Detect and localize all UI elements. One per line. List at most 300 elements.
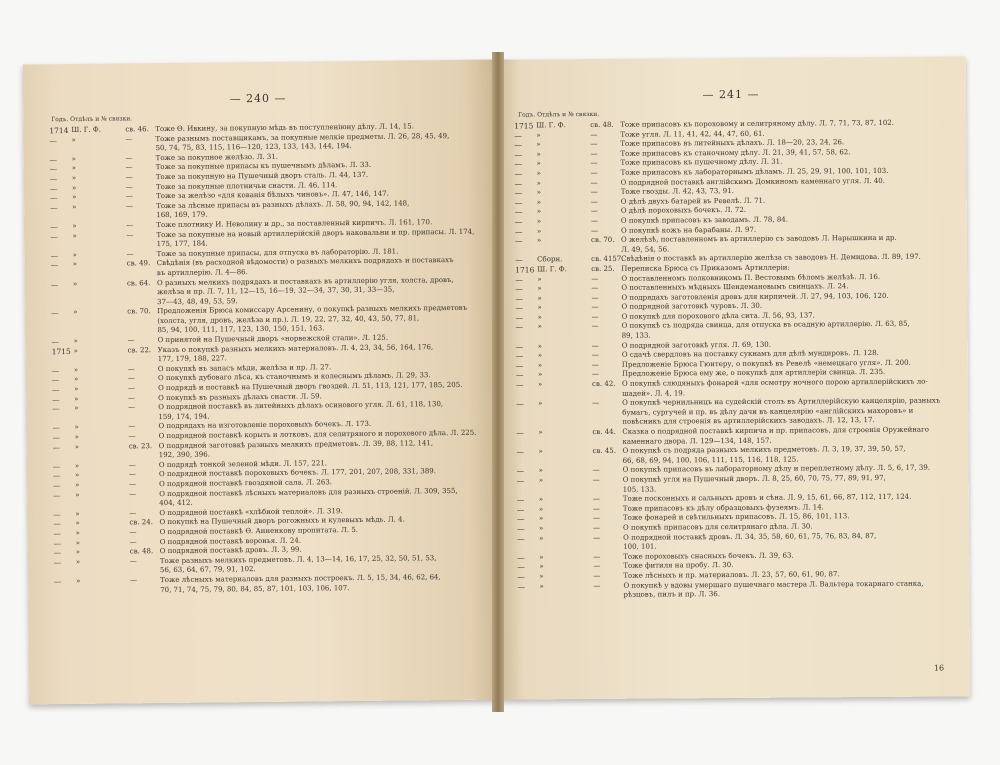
entry-bundle: — xyxy=(591,293,599,302)
entry-bundle: — xyxy=(128,432,136,441)
entry-bundle: — xyxy=(126,221,134,230)
entry-bundle: св. 24. xyxy=(129,518,153,527)
entry-year: — xyxy=(52,433,61,443)
entry-fund xyxy=(538,409,592,419)
entry-bundle: — xyxy=(590,140,598,149)
entry-fund: » xyxy=(73,346,78,355)
entry-fund xyxy=(76,586,130,596)
entry-year xyxy=(52,414,74,424)
entry-bundle: — xyxy=(128,393,136,403)
entry-year: — xyxy=(514,207,523,217)
entry-text: О подрядной поставкѣ дровъ. Л. 3, 99. xyxy=(159,545,302,556)
entry-bundle xyxy=(592,332,622,342)
entry-text: О покупкѣ слюдяныхъ фонарей «для осмотру ночного порою артиллерійскихъ ло- xyxy=(622,377,928,388)
entry-text: каменнаго двора. Л. 129—134, 148, 157. xyxy=(622,436,772,446)
entry-text: Тоже угля. Л. 11, 41, 42, 44, 47, 60, 61. xyxy=(620,129,765,139)
entry-bundle xyxy=(127,298,157,308)
entry-fund: » xyxy=(74,404,79,413)
entry-year: — xyxy=(516,514,525,524)
entry-text: 105, 133. xyxy=(622,485,657,494)
entry-text: Тоже пороховыхъ снасныхъ бочекъ. Л. 39, 63. xyxy=(623,551,794,561)
entry-fund: Ш. Г. Ф. xyxy=(71,125,101,134)
entry-text: Тоже Ө. Ивкину, за покупную мѣдь въ поступленіюну дѣлу. Л. 14, 15. xyxy=(155,122,414,134)
entry-year xyxy=(50,145,72,155)
entry-bundle: — xyxy=(126,230,134,239)
entry-year: — xyxy=(52,442,61,452)
entry-bundle xyxy=(592,409,622,419)
entry-bundle: — xyxy=(592,495,600,504)
entry-fund: » xyxy=(74,432,79,441)
entry-bundle xyxy=(128,413,158,423)
entry-text: Тоже фитиля на пробу. Л. 30. xyxy=(623,561,734,571)
printer-signature: 16 xyxy=(933,663,945,673)
entry-year: — xyxy=(514,198,523,208)
entry-bundle: — xyxy=(126,250,134,259)
entry-year: — xyxy=(515,342,524,352)
column-header: Годъ. Отдѣлъ и № связки. xyxy=(51,115,133,124)
entry-text: Тоже лѣсныхъ и пр. материаловъ. Л. 23, 57, 60, 61, 90, 87. xyxy=(623,570,840,580)
entry-text: О подрядной поставкѣ лѣсныхъ материаловъ для разныхъ строеній. Л. 309, 355, xyxy=(159,486,458,498)
entry-bundle: — xyxy=(592,466,600,475)
entry-year: — xyxy=(53,538,62,548)
entry-fund: » xyxy=(537,274,542,283)
entry-text: О подрядной заготовкѣ угля. Л. 69, 130. xyxy=(621,340,771,350)
entry-year: — xyxy=(517,572,525,582)
entry-bundle xyxy=(593,457,623,467)
entry-fund: » xyxy=(537,322,542,331)
entry-text: О покупкѣ для порохового дѣла сита. Л. 56, 93, 137. xyxy=(621,311,815,321)
entry-text: О покупкѣ у вдовы умершаго пушечнаго мастера Л. Вальтера токарнаго станка, xyxy=(623,579,924,590)
entry-bundle xyxy=(127,240,157,250)
entry-text: Указъ о покупкѣ разныхъ мелкихъ материаловъ. Л. 4, 23, 34, 56, 164, 176, xyxy=(157,342,434,354)
entry-fund: » xyxy=(71,164,77,173)
entry-year xyxy=(515,246,537,256)
entry-bundle: — xyxy=(593,533,601,542)
entry-text: О покупкѣ въ разныхъ дѣлахъ снасти. Л. 59. xyxy=(158,391,322,402)
entry-fund xyxy=(75,500,129,510)
entry-text: 66, 68, 69, 94, 100, 106, 111, 115, 116, 118, 125. xyxy=(622,455,799,465)
entry-bundle: — xyxy=(592,399,600,408)
entry-fund xyxy=(76,567,130,577)
entry-year: 1716 xyxy=(515,265,535,275)
entry-year xyxy=(50,212,72,222)
entry-fund: » xyxy=(539,524,544,533)
entry-text: Тоже плотнику И. Неволину и др., за поставленный кирпичъ. Л. 161, 170. xyxy=(156,218,433,230)
entry-fund: » xyxy=(537,294,542,303)
right-page xyxy=(496,56,970,699)
entry-bundle: — xyxy=(590,130,598,139)
entry-fund: » xyxy=(71,183,77,192)
entry-text: О подрядной поставкѣ пороховыхъ бочекъ. Л. 177, 201, 207, 208, 331, 389. xyxy=(158,467,437,479)
entry-bundle xyxy=(592,389,622,399)
entry-fund: » xyxy=(539,581,544,590)
entry-bundle xyxy=(129,451,159,461)
entry-text: 175, 177, 184. xyxy=(156,239,208,249)
entry-fund: » xyxy=(537,236,542,245)
entry-text: 159, 174, 194. xyxy=(158,412,210,421)
entry-year xyxy=(51,289,73,299)
entry-year xyxy=(516,390,538,400)
entry-year xyxy=(51,270,73,280)
entry-fund: » xyxy=(74,394,79,403)
entry-year xyxy=(516,419,538,429)
entry-fund: » xyxy=(537,351,543,360)
entry-text: О покупкѣ припасовъ къ заводамъ. Л. 78, 84. xyxy=(620,215,788,225)
entry-year: — xyxy=(515,351,524,361)
entry-fund xyxy=(74,413,128,423)
entry-text: О подрядахъ на изготовленіе пороховыхъ бочекъ. Л. 173. xyxy=(158,420,372,431)
entry-fund xyxy=(539,457,593,467)
entry-fund: » xyxy=(74,442,80,451)
entry-text: О подрядѣ и поставкѣ на Пушечный дворъ гвоздей. Л. 51, 113, 121, 177, 185, 205. xyxy=(158,380,463,393)
entry-bundle: — xyxy=(590,178,598,187)
entry-year xyxy=(53,452,75,462)
entry-bundle: — xyxy=(127,374,136,383)
entry-bundle: — xyxy=(129,489,137,498)
entry-bundle: — xyxy=(590,168,598,177)
entry-bundle: — xyxy=(128,470,137,479)
entry-text: Свѣдѣнія (въ расходной вѣдомости) о разныхъ мелкихъ подрядахъ и поставкахъ xyxy=(156,256,454,268)
entry-text: Тоже припасовъ къ пороховому и селитряному дѣлу. Л. 7, 71, 73, 87, 102. xyxy=(620,118,895,129)
entry-fund xyxy=(75,452,129,462)
entry-bundle: св. 70. xyxy=(127,307,151,316)
entry-year xyxy=(51,327,73,337)
entry-text: О поставленномъ полковникомъ П. Вестовымъ бѣломъ желѣзѣ. Л. 16. xyxy=(621,272,881,283)
entry-text: Тоже припасовъ къ лабораторнымъ дѣламъ. Л. 25, 29, 91, 100, 101, 103. xyxy=(620,166,889,177)
entry-bundle xyxy=(593,485,623,495)
entry-bundle: — xyxy=(128,384,136,393)
entry-bundle: — xyxy=(125,154,133,163)
entry-fund: » xyxy=(538,428,543,437)
entry-fund: Ш. Г. Ф. xyxy=(537,265,567,274)
entry-fund: » xyxy=(538,514,544,523)
entry-bundle: — xyxy=(590,216,598,225)
entry-fund: » xyxy=(75,528,80,537)
entry-text: 85, 94, 100, 111, 117, 123, 130, 150, 151, 163. xyxy=(157,324,325,335)
entry-year: — xyxy=(50,250,59,260)
entry-bundle xyxy=(130,566,160,576)
entry-bundle: — xyxy=(590,207,598,216)
entry-year: — xyxy=(49,154,58,164)
entry-text: Л. 49, 54, 56. xyxy=(621,245,670,254)
entry-bundle: — xyxy=(125,173,133,182)
entry-bundle: св. 45. xyxy=(592,447,616,456)
entry-text: Тоже припасовъ къ пушечному дѣлу. Л. 31. xyxy=(620,158,783,168)
entry-year: — xyxy=(515,322,524,332)
entry-year xyxy=(54,567,76,577)
entry-year: — xyxy=(516,476,525,486)
entry-text: шадей». Л. 4, 19. xyxy=(622,388,686,398)
entry-year: — xyxy=(515,303,524,313)
left-page xyxy=(23,60,500,705)
entry-text: Переписка Брюса съ Приказомъ Артиллеріи: xyxy=(621,263,790,273)
entry-bundle: св. 46. xyxy=(125,125,149,134)
entry-text: О покупкѣ съ подряда разныхъ мелкихъ предметовъ. Л. 3, 19, 37, 39, 50, 57, xyxy=(622,444,906,455)
entry-text: О дѣлѣ двухъ батарей въ Ревелѣ. Л. 71. xyxy=(620,196,766,206)
entry-fund: » xyxy=(536,226,542,235)
entry-fund: » xyxy=(536,198,542,207)
entry-bundle xyxy=(593,591,623,601)
entry-bundle: св. 70. xyxy=(591,235,615,245)
entry-fund xyxy=(538,332,592,342)
entry-text: О подрядной поставкѣ гвоздяной сала. Л. 263. xyxy=(159,478,333,489)
entry-year: — xyxy=(49,135,58,145)
entry-bundle xyxy=(127,327,157,337)
entry-bundle: — xyxy=(591,360,599,369)
page-number: — 240 — xyxy=(229,91,287,106)
entry-fund: » xyxy=(72,279,78,288)
entry-year: — xyxy=(50,202,58,212)
entry-bundle: — xyxy=(129,557,137,566)
entry-year: 1715 xyxy=(51,346,71,356)
entry-text: О поставленныхъ мѣдныхъ Шендемановымъ свинцахъ. Л. 24. xyxy=(621,282,849,292)
entry-year: — xyxy=(53,509,61,519)
entry-bundle: — xyxy=(593,562,601,571)
entry-fund xyxy=(538,390,592,400)
entry-fund xyxy=(73,327,127,337)
entry-text: О дѣлѣ пороховыхъ бочекъ. Л. 72. xyxy=(620,206,747,216)
entry-year: — xyxy=(51,308,59,318)
entry-list xyxy=(49,122,484,597)
entry-fund: » xyxy=(538,476,544,485)
entry-text: О желѣзѣ, поставленномъ въ артиллерію съ заводовъ Л. Нарышкина и др. xyxy=(621,233,897,244)
entry-fund: » xyxy=(72,221,77,230)
entry-bundle xyxy=(126,144,156,154)
entry-year xyxy=(53,500,75,510)
entry-year: — xyxy=(517,533,525,544)
entry-fund: » xyxy=(73,308,78,317)
entry-fund: » xyxy=(76,576,81,585)
entry-bundle: — xyxy=(125,134,133,143)
entry-text: Тоже припасовъ въ литейныхъ дѣлахъ. Л. 18—20, 23, 24, 26. xyxy=(620,138,845,148)
entry-text: Тоже посконныхъ и сальныхъ дровъ и сѣна. Л. 9, 15, 61, 66, 87, 112, 117, 124. xyxy=(622,492,912,503)
entry-year xyxy=(516,332,538,342)
entry-year: — xyxy=(53,519,62,529)
entry-bundle xyxy=(592,437,622,447)
entry-fund xyxy=(539,543,593,553)
entry-bundle: св. 22. xyxy=(127,345,152,355)
entry-fund: Ш. Г. Ф. xyxy=(536,121,566,130)
entry-text: Тоже за желѣзо «для кованія бѣлыхъ чиновъ». Л. 47, 146, 147. xyxy=(156,189,389,201)
entry-text: О подрядной поставкѣ «хлѣбной теплой». Л. 319. xyxy=(159,506,343,517)
entry-year: 1715 xyxy=(514,121,534,131)
entry-year: — xyxy=(51,337,60,347)
entry-year: — xyxy=(516,495,525,505)
entry-fund: » xyxy=(72,231,77,240)
entry-year: — xyxy=(517,581,525,592)
entry-text: Предложеніе Брюса Гюнтеру, о покупкѣ въ Ревелѣ «немецкаго угля». Л. 200. xyxy=(621,358,911,369)
entry-fund: » xyxy=(75,509,80,518)
entry-bundle: — xyxy=(591,351,599,360)
entry-fund: » xyxy=(75,480,80,489)
entry-bundle: — xyxy=(592,475,600,484)
entry-year: — xyxy=(514,217,523,227)
entry-text: О подрядной поставкѣ въ литейныхъ дѣлахъ осинового угля. Л. 61, 118, 130, xyxy=(158,400,444,412)
entry-text: 100, 101. xyxy=(623,542,657,551)
entry-year: — xyxy=(516,466,525,476)
entry-text: О подрядной поставкѣ Ө. Анненкову пропитата. Л. 5. xyxy=(159,525,359,537)
entry-text: Свѣдѣнія о поставкѣ въ артиллерію желѣза съ заводовъ Н. Демидова. Л. 89, 197. xyxy=(621,252,921,264)
entry-fund: Сборн. xyxy=(537,255,563,264)
entry-bundle: — xyxy=(128,422,136,431)
entry-fund xyxy=(539,591,593,601)
entry-year: — xyxy=(514,140,522,150)
entry-fund xyxy=(538,438,592,448)
entry-text: О подрядахъ заготовленія дровъ для кирпичей. Л. 27, 94, 103, 106, 120. xyxy=(621,291,889,302)
entry-fund: » xyxy=(74,384,79,393)
entry-year: — xyxy=(517,562,525,572)
entry-fund: » xyxy=(538,399,543,408)
entry-bundle: — xyxy=(129,537,137,546)
entry-text: Тоже за покупные плотничьи снасти. Л. 46, 114. xyxy=(155,180,338,191)
entry-year xyxy=(51,241,73,251)
entry-bundle: св. 25. xyxy=(591,264,615,273)
entry-text: О разныхъ мелкихъ подрядахъ и поставкахъ въ артиллерію угля, холста, дровъ, xyxy=(156,275,454,287)
entry-year: — xyxy=(515,236,523,246)
entry-fund: » xyxy=(73,365,79,374)
entry-fund: » xyxy=(537,303,542,312)
entry-year: — xyxy=(50,193,58,203)
entry-bundle: — xyxy=(591,341,599,350)
entry-list xyxy=(514,118,957,601)
entry-fund: » xyxy=(536,130,541,139)
entry-year: — xyxy=(53,529,62,539)
entry-bundle xyxy=(130,586,160,596)
entry-year: — xyxy=(516,428,524,438)
entry-fund xyxy=(73,298,127,308)
entry-fund: » xyxy=(536,150,541,159)
entry-text: въ артиллерію. Л. 4—86. xyxy=(156,268,248,277)
entry-year: — xyxy=(52,461,61,471)
entry-text: Предложеніе Брюса ему же, о покупкѣ для артиллеріи свинца. Л. 235. xyxy=(621,368,886,379)
entry-fund: » xyxy=(73,375,79,384)
entry-text: Тоже за покупные припасы къ пушечнымъ дѣламъ. Л. 33. xyxy=(155,161,372,172)
entry-text: О покупкѣ съ подряда свинца, для отпуска въ осадную артиллерію. Л. 63, 85, xyxy=(621,320,910,331)
entry-text: Тоже гвозды. Л. 42, 43, 73, 91. xyxy=(620,187,734,196)
entry-text: 50, 74, 75, 83, 115, 116—120, 123, 133, 143, 144, 194. xyxy=(155,142,352,153)
entry-year: — xyxy=(51,375,60,385)
entry-fund: » xyxy=(72,193,77,202)
entry-fund: » xyxy=(74,423,79,432)
entry-fund: » xyxy=(538,466,543,475)
entry-text: 89, 133. xyxy=(621,331,651,340)
entry-text: О подрядной поставкѣ воронья. Л. 24. xyxy=(159,536,302,546)
entry-year: — xyxy=(50,222,58,232)
entry-year: — xyxy=(52,385,60,395)
entry-year: — xyxy=(53,557,62,567)
entry-fund: » xyxy=(536,169,541,178)
entry-year: — xyxy=(515,274,523,285)
entry-fund: » xyxy=(539,562,544,571)
entry-bundle: — xyxy=(591,274,599,283)
entry-bundle xyxy=(127,288,157,298)
entry-text: 177, 179, 188, 227. xyxy=(157,354,227,364)
entry-fund: » xyxy=(74,461,80,470)
entry-text: желѣза и пр. Л. 7, 11, 12—15, 16—19, 32—34, 37, 30, 31, 33—35, xyxy=(157,285,395,297)
entry-year: — xyxy=(51,365,60,376)
entry-fund: » xyxy=(71,154,76,163)
entry-text: О покупкѣ на Пушечный дворъ рогожныхъ и кулевыхъ мѣдь. Л. 4. xyxy=(159,515,405,527)
entry-text: повѣсникъ для строенія въ артиллерійскихъ заводахъ. Л. 12, 13, 17. xyxy=(622,416,875,427)
entry-fund: » xyxy=(539,533,544,542)
entry-bundle xyxy=(593,543,623,553)
entry-text: О покупкѣ въ запасъ мѣди, желѣза и пр. Л. 27. xyxy=(157,363,332,373)
entry-text: 70, 71, 74, 75, 79, 80, 84, 85, 87, 101, 103, 106, 107. xyxy=(160,583,350,594)
entry-text: рѣзцовъ, пилъ и пр. Л. 36. xyxy=(623,590,720,599)
entry-year: — xyxy=(49,174,58,184)
entry-year xyxy=(52,356,74,366)
entry-year: — xyxy=(516,399,524,409)
entry-bundle: — xyxy=(128,403,136,412)
entry-text: 56, 63, 64, 67, 79, 91, 102. xyxy=(159,565,256,575)
entry-bundle: — xyxy=(126,202,134,211)
entry-bundle: св. 64. xyxy=(126,278,151,287)
entry-bundle: — xyxy=(125,163,133,172)
entry-year: — xyxy=(52,423,61,433)
entry-year: — xyxy=(49,164,58,174)
entry-year: — xyxy=(52,394,60,404)
entry-bundle: св. 23. xyxy=(128,441,153,450)
entry-year: — xyxy=(52,471,61,481)
entry-bundle: — xyxy=(125,182,133,191)
entry-bundle xyxy=(591,245,621,255)
entry-year: — xyxy=(514,159,523,169)
entry-text: 192, 390, 396. xyxy=(158,450,211,460)
entry-year: — xyxy=(514,169,523,179)
entry-fund: » xyxy=(537,361,543,370)
entry-year: — xyxy=(515,361,524,371)
entry-year: — xyxy=(53,548,62,558)
entry-bundle: — xyxy=(590,149,598,158)
entry-text: 404, 412. xyxy=(159,498,193,508)
entry-text: О принятой на Пушечный дворъ «норвежской стали». Л. 125. xyxy=(157,333,389,345)
entry-fund: » xyxy=(538,505,544,514)
book-gutter xyxy=(492,52,504,712)
entry-fund: » xyxy=(536,188,542,197)
entry-year xyxy=(516,438,538,448)
entry-bundle: — xyxy=(130,576,138,585)
entry-text: Тоже разныхъ мелкихъ предметовъ. Л. 4, 13—14, 16, 17, 25, 32, 50, 51, 53, xyxy=(159,553,437,565)
entry-fund: » xyxy=(536,207,542,216)
entry-text: Тоже за покупное желѣзо. Л. 31. xyxy=(155,152,279,162)
entry-bundle: — xyxy=(127,365,135,374)
entry-year: — xyxy=(50,260,59,270)
entry-year: — xyxy=(517,553,525,563)
entry-fund: » xyxy=(72,202,77,211)
entry-bundle: — xyxy=(593,552,601,561)
entry-fund xyxy=(538,418,592,428)
open-book xyxy=(22,58,972,718)
entry-year: — xyxy=(54,577,62,587)
entry-year xyxy=(51,318,73,328)
entry-bundle: св. 49. xyxy=(126,259,151,268)
entry-bundle: — xyxy=(126,192,134,201)
entry-fund: » xyxy=(74,471,80,480)
entry-bundle xyxy=(129,499,159,509)
entry-text: О покупкѣ угля на Пушечный дворъ. Л. 8, 25, 60, 70, 75, 77, 89, 91, 97, xyxy=(622,473,886,484)
entry-bundle: — xyxy=(127,336,135,345)
entry-bundle: св. 48. xyxy=(129,547,154,556)
entry-year: — xyxy=(515,313,524,323)
entry-bundle: — xyxy=(590,226,598,235)
entry-bundle xyxy=(127,269,157,279)
entry-year xyxy=(51,299,73,309)
entry-text: (холста, угля, дровъ, желѣза и пр.). Л. 19, 22, 27, 32, 40, 43, 50, 77, 81, xyxy=(157,314,420,325)
entry-year: — xyxy=(515,255,523,265)
entry-text: Тоже за покупные на новый артиллерійскій дворъ наковальни и пр. припасы. Л. 174, xyxy=(156,227,475,239)
entry-text: О покупкѣ припасовъ для селитрянаго дѣла. Л. 30. xyxy=(623,522,813,532)
entry-bundle: — xyxy=(592,504,600,513)
